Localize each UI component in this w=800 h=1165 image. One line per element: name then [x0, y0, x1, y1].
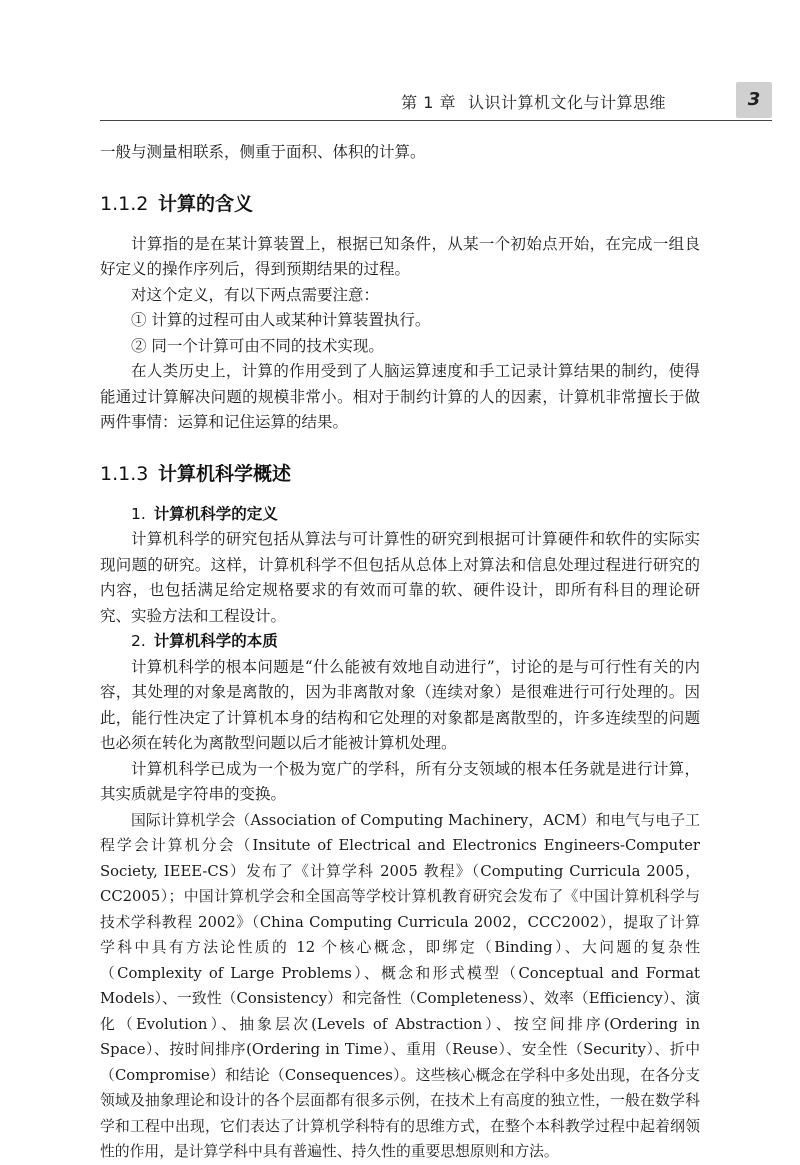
chapter-number: 第 1 章	[401, 93, 456, 112]
section-heading-1-1-2	[100, 190, 700, 218]
main-content	[100, 140, 700, 1165]
section-title: 计算的含义	[158, 192, 254, 215]
paragraph-cs-essence: 计算机科学的根本问题是“什么能被有效地自动进行”，讨论的是与可行性有关的内容，其处理的对象是离散的，因为非离散对象（连续对象）是很难进行可行处理的。因此，能行性决定了计算机本身的结构和它处理的对象都是离散型的，许多连续型的问题也必须在转化为离散型问题以后才能被计算机处理。	[100, 657, 700, 752]
paragraph-core-concepts: 国际计算机学会（Association of Computing Machinery，ACM）和电气与电子工程学会计算机分会（Insitute of Electrical and Electronics Engineers-Computer Society, IEEE-CS）发布了《计算学科 2005 教程》（Computing Curricula 2005，CC2005）；中国计算机学会和全国高等学校计算机教育研究会发布了《中国计算机科学与技术学科教程 2002》（China Computing Curricula 2002，CCC2002），提取了计算学科中具有方法论性质的 12 个核心概念，即绑定（Binding）、大问题的复杂性（Complexity of Large Problems）、概念和形式模型（Conceptual and Format Models）、一致性（Consistency）和完备性（Completeness）、效率（Efficiency）、演化（Evolution）、抽象层次(Levels of Abstraction）、按空间排序(Ordering in Space）、按时间排序(Ordering in Time）、重用（Reuse）、安全性（Security）、折中（Compromise）和结论（Consequences）。这些核心概念在学科中多处出现，在各分支领域及抽象理论和设计的各个层面都有很多示例，在技术上有高度的独立性，一般在数学科学和工程中出现，它们表达了计算机学科特有的思维方式，在整个本科教学过程中起着纲领性的作用，是计算学科中具有普遍性、持久性的重要思想原则和方法。	[100, 811, 700, 1160]
subsection-number: 1.	[131, 504, 146, 523]
section-number: 1.1.2	[100, 192, 149, 215]
subsection-heading-definition	[100, 502, 700, 528]
running-header	[100, 80, 772, 121]
paragraph-history: 在人类历史上，计算的作用受到了人脑运算速度和手工记录计算结果的制约，使得能通过计算解决问题的规模非常小。相对于制约计算的人的因素，计算机非常擅长于做两件事情：运算和记住运算的结果。	[100, 362, 700, 431]
subsection-number: 2.	[131, 632, 146, 650]
subsection-title: 计算机科学的本质	[153, 632, 278, 650]
section-heading-1-1-3	[100, 460, 700, 488]
paragraph-definition: 计算指的是在某计算装置上，根据已知条件，从某一个初始点开始，在完成一组良好定义的操作序列后，得到预期结果的过程。	[100, 234, 700, 278]
subsection-heading-essence	[100, 629, 700, 655]
section-title: 计算机科学概述	[158, 462, 292, 485]
section-number: 1.1.3	[100, 462, 149, 485]
list-item-2: ② 同一个计算可由不同的技术实现。	[131, 336, 384, 355]
paragraph-continuation: 一般与测量相联系，侧重于面积、体积的计算。	[100, 143, 426, 161]
paragraph-notes-intro: 对这个定义，有以下两点需要注意：	[131, 285, 380, 304]
subsection-title: 计算机科学的定义	[153, 504, 278, 523]
page-number: 3	[736, 82, 772, 118]
paragraph-cs-scope: 计算机科学已成为一个极为宽广的学科，所有分支领域的根本任务就是进行计算，其实质就是字符串的变换。	[100, 759, 700, 803]
paragraph-cs-definition: 计算机科学的研究包括从算法与可计算性的研究到根据可计算硬件和软件的实际实现问题的研究。这样，计算机科学不但包括从总体上对算法和信息处理过程进行研究的内容，也包括满足给定规格要求的有效而可靠的软、硬件设计，即所有科目的理论研究、实验方法和工程设计。	[100, 530, 700, 625]
chapter-title	[389, 90, 666, 113]
chapter-name: 认识计算机文化与计算思维	[467, 93, 666, 112]
list-item-1: ① 计算的过程可由人或某种计算装置执行。	[131, 311, 431, 329]
